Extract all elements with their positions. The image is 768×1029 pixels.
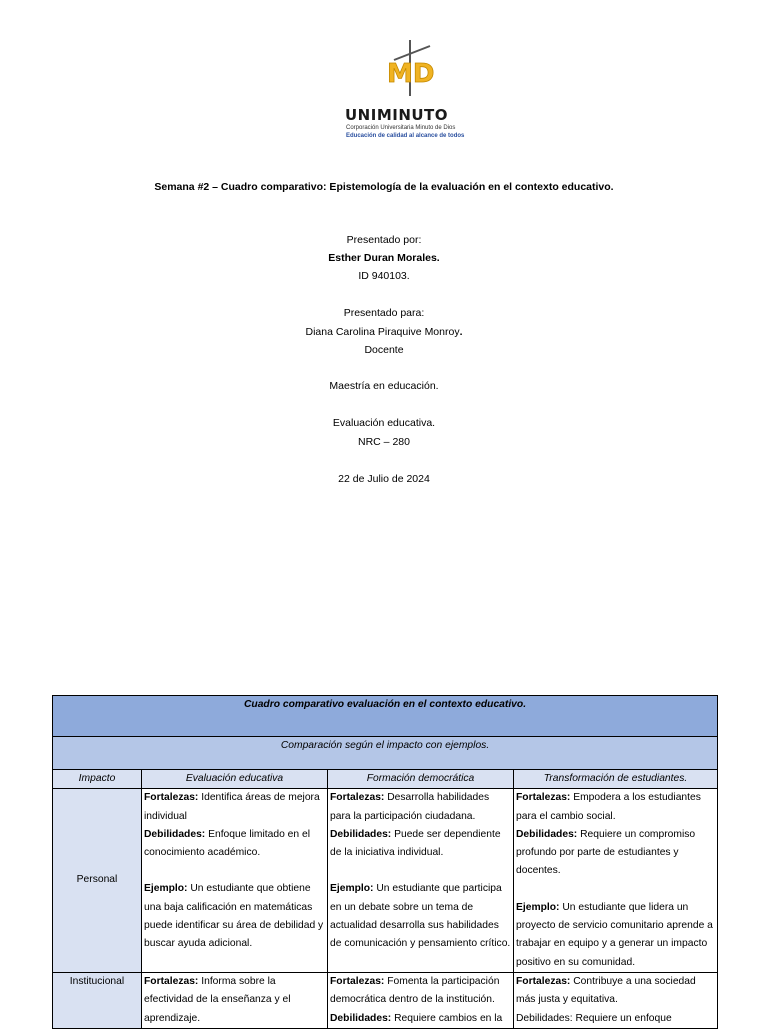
column-header-formacion: Formación democrática bbox=[328, 770, 514, 789]
teacher-period: . bbox=[459, 326, 463, 338]
md-logo-mark-icon bbox=[380, 38, 440, 98]
table-cell: Fortalezas: Empodera a los estudiantes para el cambio social. Debilidades: Requiere un compromiso profundo por parte de estudiantes y docentes. Ejemplo: Un estudiante que lidera un proyecto de servicio comunitario aprende a trabajar en equipo y a generar un impacto positivo en su comunidad. bbox=[514, 789, 718, 973]
column-header-transformacion: Transformación de estudiantes. bbox=[514, 770, 718, 789]
table-header-row bbox=[53, 770, 718, 789]
table-title-row bbox=[53, 696, 718, 737]
uniminuto-logo bbox=[340, 38, 480, 138]
logo-subtitle: Corporación Universitaria Minuto de Dios bbox=[346, 125, 456, 131]
teacher-role: Docente bbox=[364, 344, 404, 356]
table-subtitle-row bbox=[53, 737, 718, 770]
logo-tagline: Educación de calidad al alcance de todos bbox=[346, 133, 465, 139]
author-name: Esther Duran Morales. bbox=[328, 252, 440, 264]
document-title: Semana #2 – Cuadro comparativo: Epistemología de la evaluación en el contexto educativo. bbox=[154, 181, 614, 193]
table-cell: Fortalezas: Informa sobre la efectividad de la enseñanza y el aprendizaje. bbox=[142, 972, 328, 1028]
table-row bbox=[53, 972, 718, 1028]
logo-name: UNIMINUTO bbox=[345, 106, 449, 124]
column-header-impacto: Impacto bbox=[53, 770, 142, 789]
column-header-evaluacion: Evaluación educativa bbox=[142, 770, 328, 789]
impact-label: Personal bbox=[53, 789, 142, 973]
impact-label: Institucional bbox=[53, 972, 142, 1028]
svg-text:MD: MD bbox=[387, 59, 435, 89]
table-cell: Fortalezas: Contribuye a una sociedad más justa y equitativa. Debilidades: Requiere un enfoque bbox=[514, 972, 718, 1028]
table-cell: Fortalezas: Fomenta la participación democrática dentro de la institución. Debilidades: Requiere cambios en la bbox=[328, 972, 514, 1028]
teacher-name: Diana Carolina Piraquive Monroy bbox=[305, 326, 460, 338]
table-title: Cuadro comparativo evaluación en el contexto educativo. bbox=[53, 696, 718, 737]
program-name: Maestría en educación. bbox=[329, 380, 439, 392]
table-cell: Fortalezas: Desarrolla habilidades para la participación ciudadana. Debilidades: Puede ser dependiente de la iniciativa individual. Ejemplo: Un estudiante que participa en un debate sobre un tema de actualidad desarrolla sus habilidades de comunicación y pensamiento crítico. bbox=[328, 789, 514, 973]
comparison-table bbox=[52, 695, 718, 1029]
course-nrc: NRC – 280 bbox=[358, 436, 410, 448]
teacher-line bbox=[0, 326, 768, 338]
author-id: ID 940103. bbox=[358, 270, 410, 282]
presented-to-label: Presentado para: bbox=[343, 307, 425, 319]
presented-by-label: Presentado por: bbox=[346, 234, 422, 246]
document-date: 22 de Julio de 2024 bbox=[338, 473, 430, 485]
table-cell: Fortalezas: Identifica áreas de mejora individual Debilidades: Enfoque limitado en el conocimiento académico. Ejemplo: Un estudiante que obtiene una baja calificación en matemáticas puede identificar su área de debilidad y buscar ayuda adicional. bbox=[142, 789, 328, 973]
table-subtitle: Comparación según el impacto con ejemplos. bbox=[53, 737, 718, 770]
course-name: Evaluación educativa. bbox=[332, 417, 436, 429]
table-row bbox=[53, 789, 718, 973]
